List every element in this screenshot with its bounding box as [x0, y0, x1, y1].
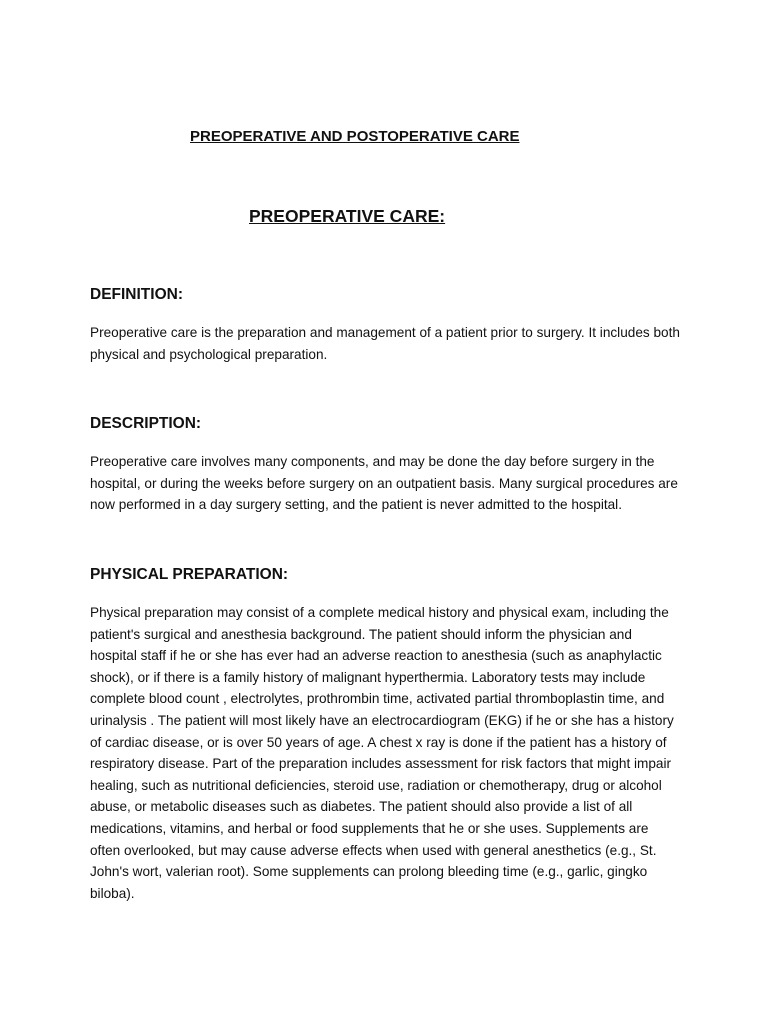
section-title-preoperative-care: PREOPERATIVE CARE: — [249, 206, 446, 226]
physical-preparation-section — [90, 565, 682, 904]
definition-heading: DEFINITION: — [90, 286, 183, 303]
description-paragraph: Preoperative care involves many components, and may be done the day before surgery in the hospital, or during the weeks before surgery on an outpatient basis. Many surgical procedures are now performed in a day surgery setting, and the patient is never admitted to the hospital. — [90, 454, 678, 513]
definition-paragraph: Preoperative care is the preparation and management of a patient prior to surgery. It includes both physical and psychological preparation. — [90, 325, 680, 362]
description-section — [90, 414, 682, 516]
physical-preparation-heading: PHYSICAL PREPARATION: — [90, 566, 289, 583]
physical-preparation-paragraph: Physical preparation may consist of a complete medical history and physical exam, including the patient's surgical and anesthesia background. The patient should inform the physician and hospital staff if he or she has ever had an adverse reaction to anesthesia (such as anaphylactic shock), or if there is a family history of malignant hyperthermia. Laboratory tests may include complete blood count , electrolytes, prothrombin time, activated partial thromboplastin time, and urinalysis . The patient will most likely have an electrocardiogram (EKG) if he or she has a history of cardiac disease, or is over 50 years of age. A chest x ray is done if the patient has a history of respiratory disease. Part of the preparation includes assessment for risk factors that might impair healing, such as nutritional deficiencies, steroid use, radiation or chemotherapy, drug or alcohol abuse, or metabolic diseases such as diabetes. The patient should also provide a list of all medications, vitamins, and herbal or food supplements that he or she uses. Supplements are often overlooked, but may cause adverse effects when used with general anesthetics (e.g., St. John's wort, valerian root). Some supplements can prolong bleeding time (e.g., garlic, gingko biloba). — [90, 605, 674, 901]
definition-section — [90, 285, 682, 365]
description-heading: DESCRIPTION: — [90, 415, 202, 432]
document-title: PREOPERATIVE AND POSTOPERATIVE CARE — [190, 128, 520, 145]
